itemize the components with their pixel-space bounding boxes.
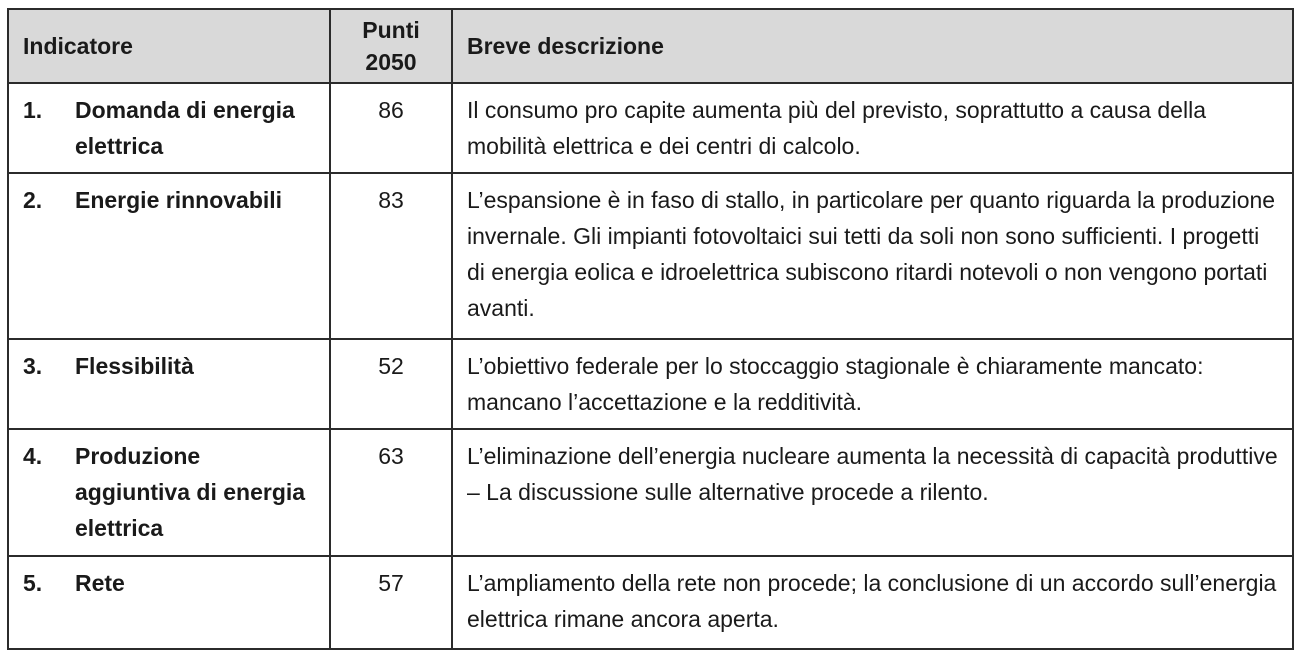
header-points-line2: 2050 bbox=[365, 49, 417, 75]
points-cell: 83 bbox=[330, 173, 452, 339]
header-indicator: Indicatore bbox=[8, 9, 330, 83]
table-row bbox=[8, 339, 1293, 429]
header-row bbox=[8, 9, 1293, 83]
table-row bbox=[8, 556, 1293, 649]
indicator-label: Energie rinnovabili bbox=[75, 187, 283, 213]
indicator-label: Rete bbox=[75, 570, 125, 596]
indicator-cell bbox=[8, 429, 330, 556]
header-points bbox=[330, 9, 452, 83]
row-number: 5. bbox=[23, 570, 43, 596]
description-cell: Il consumo pro capite aumenta più del previsto, soprattutto a causa della mobilità elettrica e dei centri di calcolo. bbox=[452, 83, 1293, 173]
indicator-cell bbox=[8, 339, 330, 429]
indicator-table bbox=[7, 8, 1294, 650]
indicator-label: Domanda di energia elettrica bbox=[75, 97, 295, 159]
description-cell: L’ampliamento della rete non procede; la conclusione di un accordo sull’energia elettrica rimane ancora aperta. bbox=[452, 556, 1293, 649]
row-number: 1. bbox=[23, 97, 43, 123]
description-cell: L’eliminazione dell’energia nucleare aumenta la necessità di capacità produttive – La discussione sulle alternative procede a rilento. bbox=[452, 429, 1293, 556]
row-number: 3. bbox=[23, 353, 43, 379]
points-cell: 57 bbox=[330, 556, 452, 649]
header-points-line1: Punti bbox=[362, 17, 420, 43]
row-number: 4. bbox=[23, 443, 43, 469]
table-row bbox=[8, 83, 1293, 173]
points-cell: 86 bbox=[330, 83, 452, 173]
points-cell: 63 bbox=[330, 429, 452, 556]
indicator-cell bbox=[8, 83, 330, 173]
points-cell: 52 bbox=[330, 339, 452, 429]
table-row bbox=[8, 173, 1293, 339]
row-number: 2. bbox=[23, 187, 43, 213]
indicator-cell bbox=[8, 173, 330, 339]
indicator-cell bbox=[8, 556, 330, 649]
indicator-label: Flessibilità bbox=[75, 353, 194, 379]
header-description: Breve descrizione bbox=[452, 9, 1293, 83]
table-row bbox=[8, 429, 1293, 556]
description-cell: L’espansione è in faso di stallo, in particolare per quanto riguarda la produzione invernale. Gli impianti fotovoltaici sui tetti da soli non sono sufficienti. I progetti di energia eolica e idroelettrica subiscono ritardi notevoli o non vengono portati avanti. bbox=[452, 173, 1293, 339]
indicator-label: Produzione aggiuntiva di energia elettrica bbox=[75, 443, 306, 541]
description-cell: L’obiettivo federale per lo stoccaggio stagionale è chiaramente mancato: mancano l’accettazione e la redditività. bbox=[452, 339, 1293, 429]
